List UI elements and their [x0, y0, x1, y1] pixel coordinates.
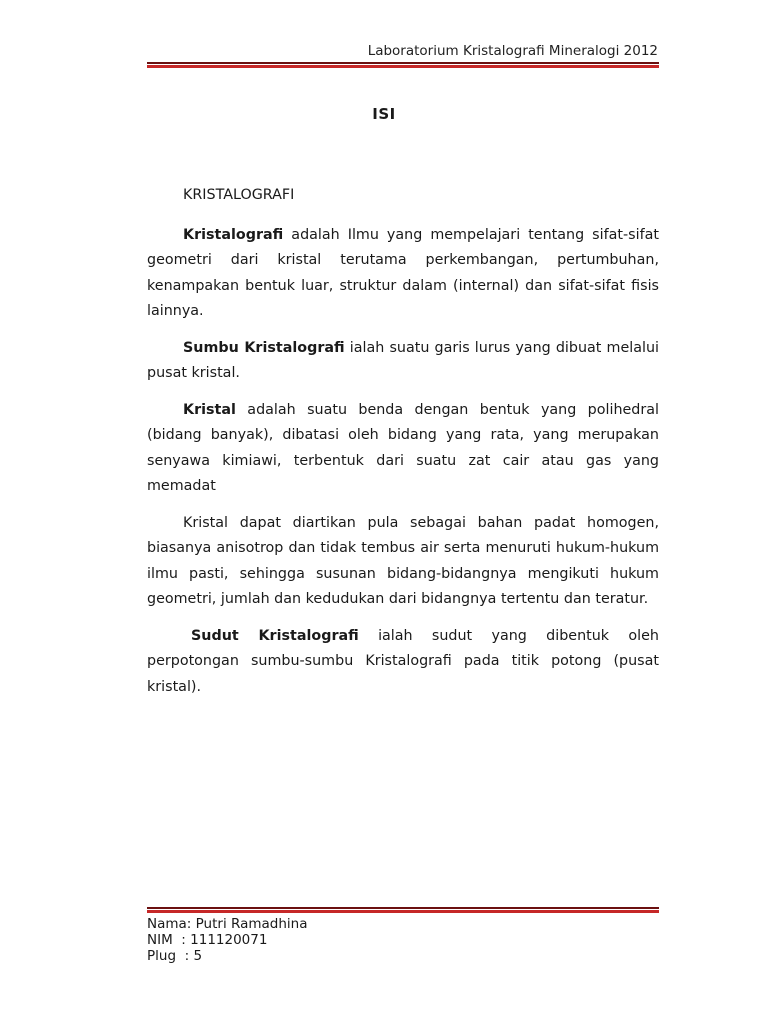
document-body — [147, 183, 659, 711]
paragraph-text: ialah sudut yang dibentuk oleh perpotongan sumbu-sumbu Kristalografi pada titik potong (pusat kristal). — [147, 627, 659, 695]
paragraph-sumbu-kristalografi — [147, 336, 659, 387]
term-sudut-kristalografi: Sudut Kristalografi — [191, 627, 359, 644]
paragraph-kristal — [147, 398, 659, 500]
paragraph-kristalografi — [147, 223, 659, 325]
term-sumbu-kristalografi: Sumbu Kristalografi — [183, 339, 345, 356]
paragraph-text: ialah suatu garis lurus yang dibuat melalui pusat kristal. — [147, 339, 659, 381]
footer-rule-red-line — [147, 910, 659, 913]
page-title: ISI — [372, 105, 396, 123]
paragraph-text: adalah Ilmu yang mempelajari tentang sifat-sifat geometri dari kristal terutama perkembangan, pertumbuhan, kenampakan bentuk luar, struktur dalam (internal) dan sifat-sifat fisis lainnya. — [147, 226, 659, 319]
paragraph-text: Kristal dapat diartikan pula sebagai bahan padat homogen, biasanya anisotrop dan tidak tembus air serta menuruti hukum-hukum ilmu pasti, sehingga susunan bidang-bidangnya mengikuti hukum geometri, jumlah dan kedudukan dari bidangnya tertentu dan teratur. — [147, 514, 659, 607]
footer-nim: NIM : 111120071 — [147, 932, 268, 948]
footer-rule-dark-line — [147, 907, 659, 909]
footer-name: Nama: Putri Ramadhina — [147, 916, 308, 932]
header-lab-title: Laboratorium Kristalografi Mineralogi 2012 — [367, 43, 658, 59]
paragraph-kristal-definisi — [147, 511, 659, 613]
footer-info — [147, 916, 307, 964]
footer-plug: Plug : 5 — [147, 948, 203, 964]
paragraph-text: adalah suatu benda dengan bentuk yang polihedral (bidang banyak), dibatasi oleh bidang yang rata, yang merupakan senyawa kimiawi, terbentuk dari suatu zat cair atau gas yang memadat — [147, 401, 659, 494]
term-kristal: Kristal — [183, 401, 236, 418]
section-heading: KRISTALOGRAFI — [183, 187, 295, 203]
footer-rule — [147, 907, 659, 913]
header-rule-red-line — [147, 65, 659, 68]
term-kristalografi: Kristalografi — [183, 226, 284, 243]
header-rule-dark-line — [147, 62, 659, 64]
header-rule — [147, 62, 659, 68]
paragraph-sudut-kristalografi — [147, 624, 659, 701]
